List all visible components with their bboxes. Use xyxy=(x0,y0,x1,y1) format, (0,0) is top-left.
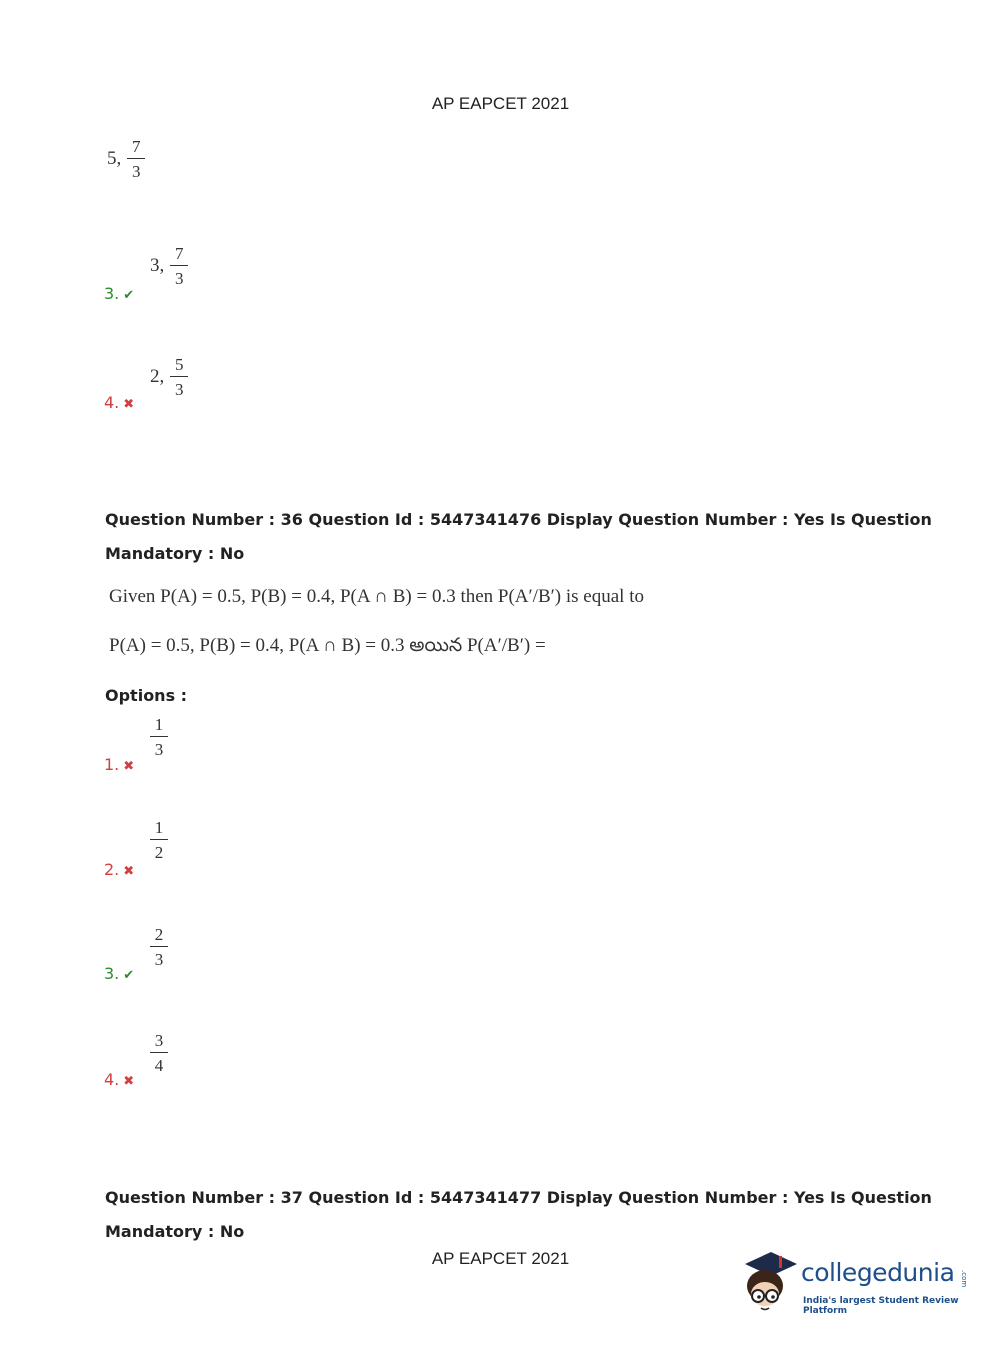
option-fraction xyxy=(150,926,168,968)
cross-icon: ✖ xyxy=(123,758,135,773)
fraction-denominator: 3 xyxy=(154,950,164,969)
option-number: 3. xyxy=(104,964,120,983)
option-fraction xyxy=(150,1032,168,1074)
option-fraction xyxy=(150,716,168,758)
cross-icon: ✖ xyxy=(123,1073,135,1088)
prev-option-3-label xyxy=(104,284,134,304)
question-36-mandatory: Mandatory : No xyxy=(105,544,245,563)
option-fraction xyxy=(150,819,168,861)
fraction-numerator: 2 xyxy=(154,925,164,944)
fraction-denominator: 3 xyxy=(175,269,184,288)
fraction-denominator: 3 xyxy=(175,380,184,399)
option-number: 4. xyxy=(104,393,120,412)
prev-option-4-label xyxy=(104,393,134,413)
fraction-numerator: 3 xyxy=(154,1031,164,1050)
mascot-icon xyxy=(741,1250,801,1320)
check-icon: ✔ xyxy=(123,287,135,302)
cross-icon: ✖ xyxy=(123,863,135,878)
option-whole: 5, xyxy=(107,148,122,169)
option-number: 3. xyxy=(104,284,120,303)
logo-tagline: India's largest Student Review Platform xyxy=(803,1296,959,1316)
option-number: 2. xyxy=(104,860,120,879)
page-footer: AP EAPCET 2021 xyxy=(431,1249,570,1268)
question-36-text-english: Given P(A) = 0.5, P(B) = 0.4, P(A ∩ B) = 0.3 then P(A′/B′) is equal to xyxy=(109,586,644,607)
options-heading: Options : xyxy=(105,686,188,705)
fraction-numerator: 1 xyxy=(154,715,164,734)
option-3-label xyxy=(104,964,134,984)
logo-suffix: .com xyxy=(960,1270,968,1288)
cross-icon: ✖ xyxy=(123,396,135,411)
check-icon: ✔ xyxy=(123,967,135,982)
prev-option-5 xyxy=(107,138,145,180)
question-37-mandatory: Mandatory : No xyxy=(105,1222,245,1241)
option-3 xyxy=(144,926,168,968)
fraction-numerator: 1 xyxy=(154,818,164,837)
question-37-meta: Question Number : 37 Question Id : 5447341477 Display Question Number : Yes Is Question xyxy=(105,1188,932,1207)
prev-option-3 xyxy=(150,245,188,287)
option-1-label xyxy=(104,755,134,775)
logo-wordmark: collegedunia xyxy=(801,1258,955,1287)
option-whole: 3, xyxy=(150,255,165,276)
option-whole: 2, xyxy=(150,366,165,387)
collegedunia-logo xyxy=(741,1250,971,1320)
page-header: AP EAPCET 2021 xyxy=(431,94,570,113)
option-fraction xyxy=(170,356,188,398)
option-4 xyxy=(144,1032,168,1074)
option-1 xyxy=(144,716,168,758)
fraction-denominator: 2 xyxy=(154,843,164,862)
fraction-denominator: 3 xyxy=(154,740,164,759)
fraction-denominator: 4 xyxy=(154,1056,164,1075)
question-36-meta: Question Number : 36 Question Id : 5447341476 Display Question Number : Yes Is Question xyxy=(105,510,932,529)
fraction-numerator: 7 xyxy=(175,244,184,263)
fraction-denominator: 3 xyxy=(132,162,141,181)
fraction-numerator: 5 xyxy=(175,355,184,374)
option-4-label xyxy=(104,1070,134,1090)
option-number: 1. xyxy=(104,755,120,774)
option-2 xyxy=(144,819,168,861)
fraction-numerator: 7 xyxy=(132,137,141,156)
question-36-text-telugu: P(A) = 0.5, P(B) = 0.4, P(A ∩ B) = 0.3 అయిన P(A′/B′) = xyxy=(109,635,546,656)
option-fraction xyxy=(127,138,145,180)
option-number: 4. xyxy=(104,1070,120,1089)
prev-option-4 xyxy=(150,356,188,398)
option-fraction xyxy=(170,245,188,287)
option-2-label xyxy=(104,860,134,880)
